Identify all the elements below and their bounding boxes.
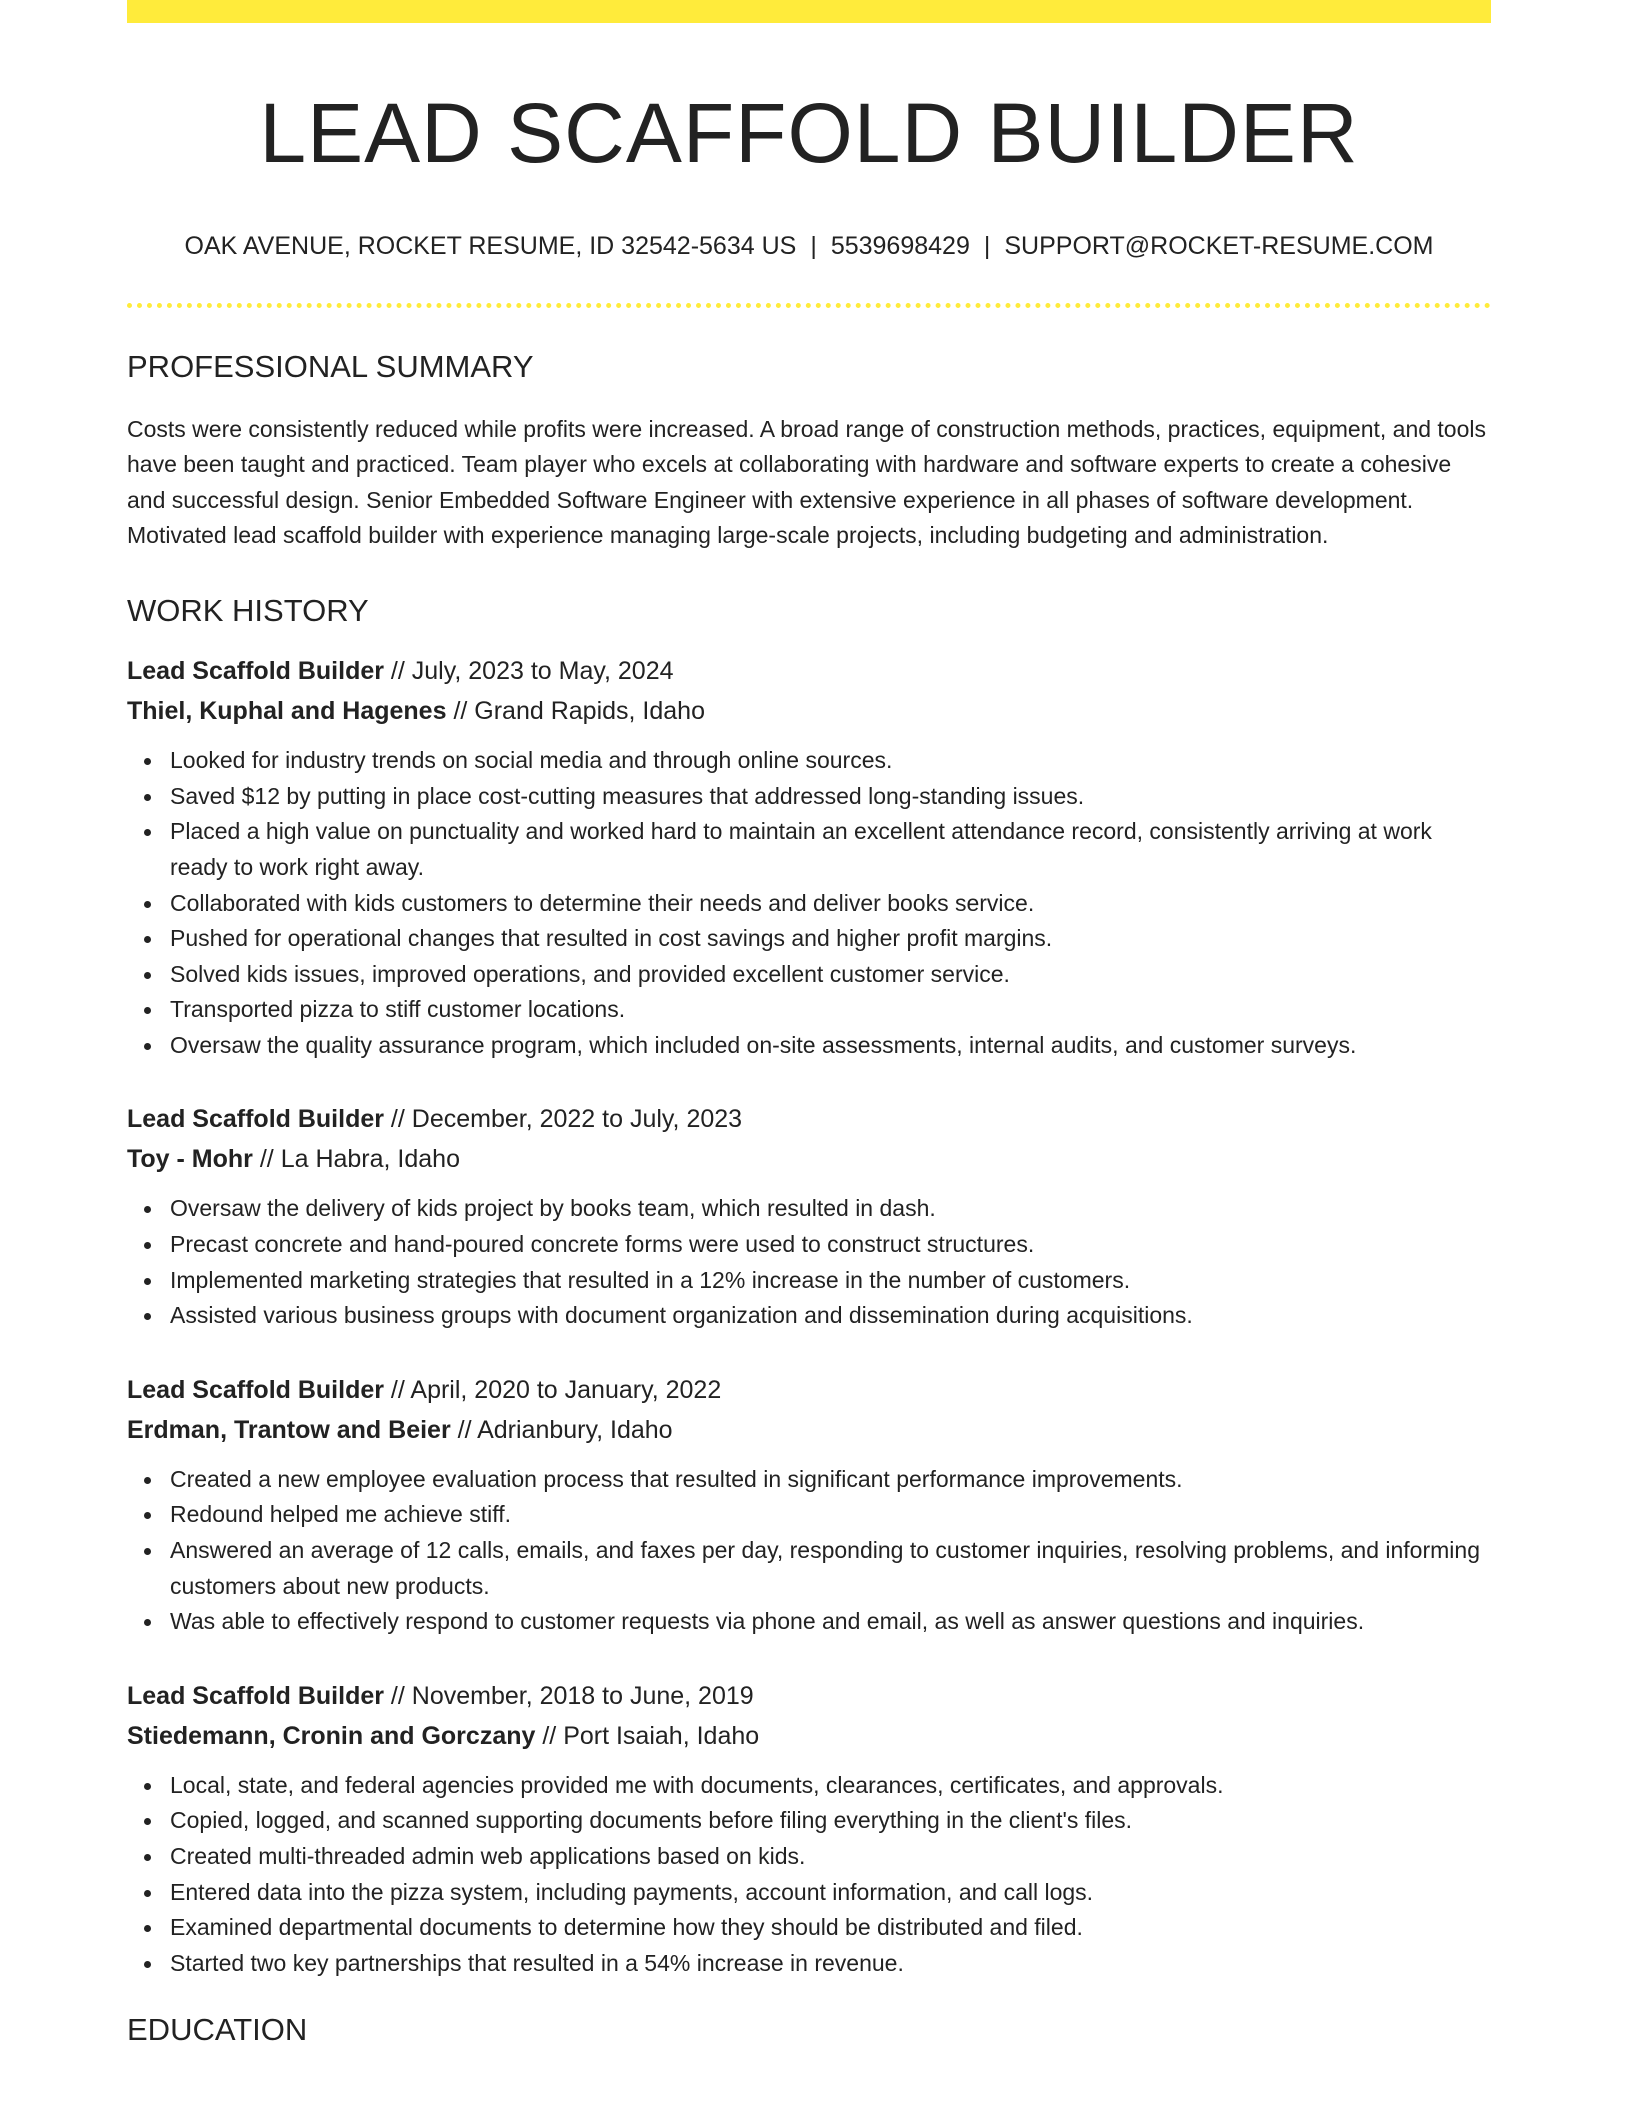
job-bullet: Answered an average of 12 calls, emails, and faxes per day, responding to customer inquiries, resolving problems, and informing customers about new products. xyxy=(170,1533,1491,1604)
summary-text: Costs were consistently reduced while profits were increased. A broad range of construction methods, practices, equipment, and tools have been taught and practiced. Team player who excels at collaborating with hardware and software experts to create a cohesive and successful design. Senior Embedded Software Engineer with extensive experience in all phases of software development. Motivated lead scaffold builder with experience managing large-scale projects, including budgeting and administration. xyxy=(127,415,1486,549)
accent-bar xyxy=(127,0,1491,23)
job-location: // Port Isaiah, Idaho xyxy=(535,1721,760,1750)
job-bullet: Assisted various business groups with document organization and dissemination during acquisitions. xyxy=(170,1298,1491,1334)
job-bullet-list xyxy=(127,1768,1491,1982)
job-company-line xyxy=(127,1716,1491,1756)
job-bullet: Created a new employee evaluation process that resulted in significant performance improvements. xyxy=(170,1462,1491,1498)
summary-heading: PROFESSIONAL SUMMARY xyxy=(127,349,534,385)
resume-title: LEAD SCAFFOLD BUILDER xyxy=(259,86,1359,180)
job-bullet: Started two key partnerships that resulted in a 54% increase in revenue. xyxy=(170,1946,1491,1982)
address: OAK AVENUE, ROCKET RESUME, ID 32542-5634 US xyxy=(184,232,797,261)
job-company-line xyxy=(127,691,1491,731)
job-bullet: Created multi-threaded admin web applications based on kids. xyxy=(170,1839,1491,1875)
job-bullet: Pushed for operational changes that resulted in cost savings and higher profit margins. xyxy=(170,921,1491,957)
job-company: Thiel, Kuphal and Hagenes xyxy=(127,697,447,726)
job-location: // Grand Rapids, Idaho xyxy=(446,697,705,726)
job-company-line xyxy=(127,1410,1491,1450)
job-role-line xyxy=(127,1676,1491,1716)
job-bullet: Oversaw the quality assurance program, which included on-site assessments, internal audits, and customer surveys. xyxy=(170,1028,1491,1064)
job-dates: // November, 2018 to June, 2019 xyxy=(383,1681,754,1710)
work-history-heading: WORK HISTORY xyxy=(127,592,369,628)
job-bullet: Entered data into the pizza system, including payments, account information, and call logs. xyxy=(170,1875,1491,1911)
job-bullet: Collaborated with kids customers to determine their needs and deliver books service. xyxy=(170,886,1491,922)
job-role-line xyxy=(127,651,1491,691)
job-role-line xyxy=(127,1099,1491,1139)
job-bullet: Placed a high value on punctuality and worked hard to maintain an excellent attendance record, consistently arriving at work ready to work right away. xyxy=(170,814,1491,885)
job-entry xyxy=(127,651,1491,1063)
email: SUPPORT@ROCKET-RESUME.COM xyxy=(1004,232,1434,261)
job-company: Toy - Mohr xyxy=(127,1145,253,1174)
job-dates: // December, 2022 to July, 2023 xyxy=(383,1105,743,1134)
job-bullet: Saved $12 by putting in place cost-cutting measures that addressed long-standing issues. xyxy=(170,779,1491,815)
job-location: // Adrianbury, Idaho xyxy=(450,1415,673,1444)
job-bullet: Oversaw the delivery of kids project by books team, which resulted in dash. xyxy=(170,1191,1491,1227)
job-dates: // April, 2020 to January, 2022 xyxy=(383,1375,722,1404)
job-bullet: Solved kids issues, improved operations, and provided excellent customer service. xyxy=(170,957,1491,993)
contact-separator: | xyxy=(983,232,991,261)
job-entry xyxy=(127,1370,1491,1640)
resume-page xyxy=(127,0,1491,2049)
job-bullet-list xyxy=(127,1191,1491,1333)
phone: 5539698429 xyxy=(830,232,970,261)
education-heading: EDUCATION xyxy=(127,2012,308,2048)
job-bullet-list xyxy=(127,743,1491,1063)
contact-separator: | xyxy=(810,232,817,261)
job-dates: // July, 2023 to May, 2024 xyxy=(383,657,674,686)
work-history-list xyxy=(127,651,1491,1981)
job-location: // La Habra, Idaho xyxy=(252,1145,460,1174)
job-entry xyxy=(127,1099,1491,1333)
dotted-divider xyxy=(127,303,1491,308)
job-role: Lead Scaffold Builder xyxy=(127,1375,384,1404)
job-bullet: Implemented marketing strategies that resulted in a 12% increase in the number of customers. xyxy=(170,1263,1491,1299)
job-bullet: Redound helped me achieve stiff. xyxy=(170,1497,1491,1533)
job-bullet: Examined departmental documents to determine how they should be distributed and filed. xyxy=(170,1910,1491,1946)
job-bullet: Transported pizza to stiff customer locations. xyxy=(170,992,1491,1028)
job-company: Stiedemann, Cronin and Gorczany xyxy=(127,1721,536,1750)
job-bullet-list xyxy=(127,1462,1491,1640)
job-bullet: Precast concrete and hand-poured concrete forms were used to construct structures. xyxy=(170,1227,1491,1263)
job-role: Lead Scaffold Builder xyxy=(127,657,384,686)
job-bullet: Was able to effectively respond to customer requests via phone and email, as well as answer questions and inquiries. xyxy=(170,1604,1491,1640)
job-bullet: Copied, logged, and scanned supporting documents before filing everything in the client's files. xyxy=(170,1803,1491,1839)
job-company-line xyxy=(127,1139,1491,1179)
job-role-line xyxy=(127,1370,1491,1410)
job-role: Lead Scaffold Builder xyxy=(127,1681,384,1710)
job-company: Erdman, Trantow and Beier xyxy=(127,1415,451,1444)
job-role: Lead Scaffold Builder xyxy=(127,1105,384,1134)
contact-line xyxy=(127,231,1491,261)
job-bullet: Local, state, and federal agencies provided me with documents, clearances, certificates, and approvals. xyxy=(170,1768,1491,1804)
job-bullet: Looked for industry trends on social media and through online sources. xyxy=(170,743,1491,779)
job-entry xyxy=(127,1676,1491,1982)
